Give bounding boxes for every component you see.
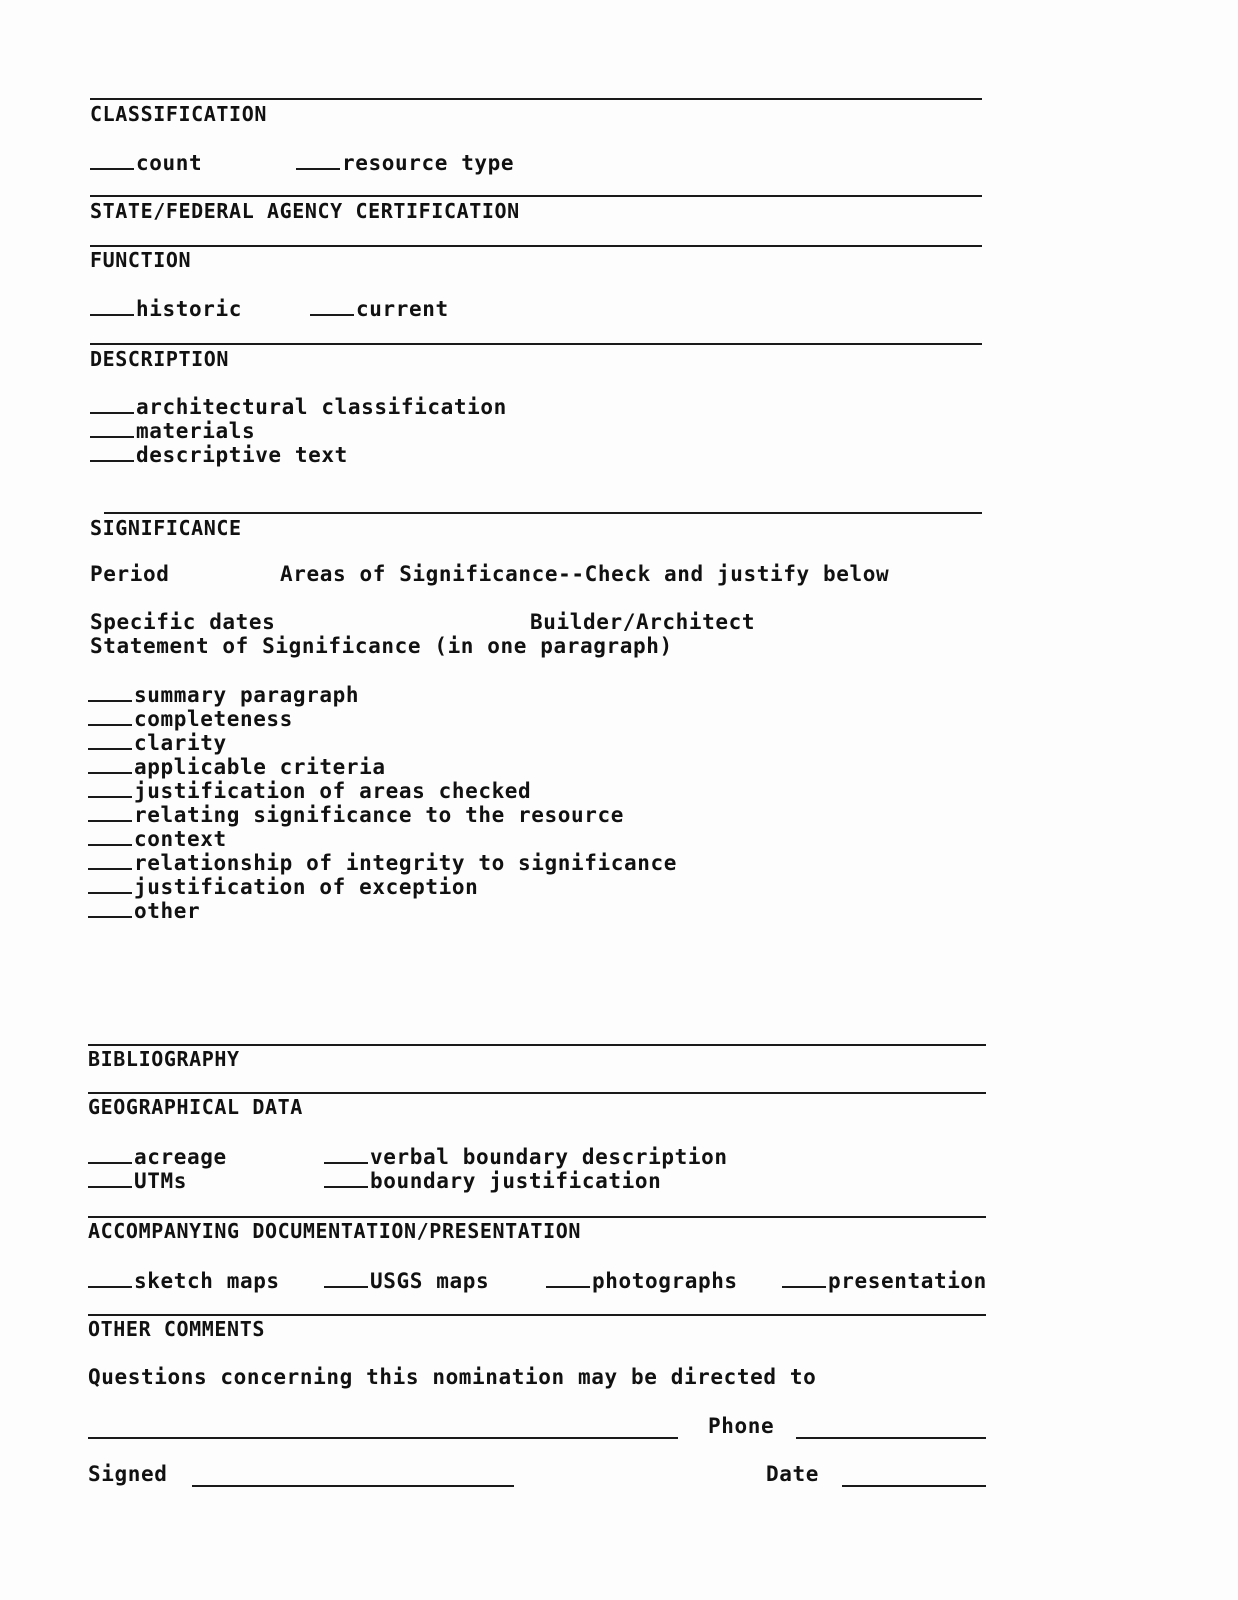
checklist-label: descriptive text <box>136 443 348 467</box>
checklist-item-clarity[interactable] <box>88 730 227 755</box>
checklist-item-utms[interactable] <box>88 1168 187 1193</box>
checkbox-blank[interactable] <box>88 1144 132 1164</box>
checkbox-blank[interactable] <box>546 1268 590 1288</box>
checklist-label: other <box>134 899 201 923</box>
checklist-item-presentation[interactable] <box>782 1268 987 1293</box>
checklist-label: justification of exception <box>134 875 479 899</box>
checklist-item-descriptive-text[interactable] <box>90 442 348 467</box>
checklist-label: resource type <box>342 151 515 175</box>
checklist-label: completeness <box>134 707 293 731</box>
checklist-item-context[interactable] <box>88 826 227 851</box>
questions-text: Questions concerning this nomination may be directed to <box>88 1365 817 1389</box>
checklist-item-other[interactable] <box>88 898 200 923</box>
checkbox-blank[interactable] <box>88 802 132 822</box>
checkbox-blank[interactable] <box>90 442 134 462</box>
checklist-item-verbal-boundary[interactable] <box>324 1144 728 1169</box>
section-rule <box>88 1044 986 1046</box>
checklist-label: verbal boundary description <box>370 1145 728 1169</box>
statement-of-significance-label: Statement of Significance (in one paragraph) <box>90 634 673 658</box>
checkbox-blank[interactable] <box>88 898 132 918</box>
checklist-item-boundary-justification[interactable] <box>324 1168 661 1193</box>
certification-heading: STATE/FEDERAL AGENCY CERTIFICATION <box>90 199 520 223</box>
checklist-label: relating significance to the resource <box>134 803 624 827</box>
section-rule <box>88 1092 986 1094</box>
other-comments-heading: OTHER COMMENTS <box>88 1317 265 1341</box>
checklist-item-justification-of-exception[interactable] <box>88 874 478 899</box>
checkbox-blank[interactable] <box>324 1168 368 1188</box>
checklist-item-completeness[interactable] <box>88 706 293 731</box>
section-rule <box>88 1216 986 1218</box>
checklist-item-justification-of-areas[interactable] <box>88 778 531 803</box>
checklist-label: acreage <box>134 1145 227 1169</box>
checklist-item-relationship-of-integrity[interactable] <box>88 850 677 875</box>
checklist-label: summary paragraph <box>134 683 360 707</box>
geographical-data-heading: GEOGRAPHICAL DATA <box>88 1095 303 1119</box>
checkbox-blank[interactable] <box>88 682 132 702</box>
checklist-item-architectural-classification[interactable] <box>90 394 507 419</box>
checklist-item-photographs[interactable] <box>546 1268 738 1293</box>
phone-label: Phone <box>708 1414 775 1438</box>
description-heading: DESCRIPTION <box>90 347 230 371</box>
checkbox-blank[interactable] <box>90 296 134 316</box>
function-heading: FUNCTION <box>90 248 192 272</box>
checklist-item-summary-paragraph[interactable] <box>88 682 359 707</box>
checklist-item-sketch-maps[interactable] <box>88 1268 280 1293</box>
checklist-label: sketch maps <box>134 1269 280 1293</box>
checkbox-blank[interactable] <box>88 730 132 750</box>
checkbox-blank[interactable] <box>310 296 354 316</box>
checklist-item-usgs-maps[interactable] <box>324 1268 489 1293</box>
date-field[interactable] <box>842 1485 986 1487</box>
checklist-label: photographs <box>592 1269 738 1293</box>
checkbox-blank[interactable] <box>88 778 132 798</box>
checklist-label: relationship of integrity to significance <box>134 851 677 875</box>
checklist-item-historic[interactable] <box>90 296 242 321</box>
checkbox-blank[interactable] <box>88 1268 132 1288</box>
checklist-item-materials[interactable] <box>90 418 255 443</box>
contact-name-field[interactable] <box>88 1437 678 1439</box>
areas-of-significance-label: Areas of Significance--Check and justify below <box>280 562 890 586</box>
checklist-label: materials <box>136 419 256 443</box>
section-rule <box>88 1314 986 1316</box>
checkbox-blank[interactable] <box>88 874 132 894</box>
checkbox-blank[interactable] <box>88 850 132 870</box>
signature-field[interactable] <box>192 1485 514 1487</box>
checkbox-blank[interactable] <box>324 1144 368 1164</box>
signed-label: Signed <box>88 1462 168 1486</box>
specific-dates-label: Specific dates <box>90 610 276 634</box>
checklist-item-applicable-criteria[interactable] <box>88 754 386 779</box>
checkbox-blank[interactable] <box>296 150 340 170</box>
significance-heading: SIGNIFICANCE <box>90 516 242 540</box>
section-rule <box>90 343 982 345</box>
checkbox-blank[interactable] <box>782 1268 826 1288</box>
checkbox-blank[interactable] <box>88 1168 132 1188</box>
checklist-label: applicable criteria <box>134 755 386 779</box>
checklist-item-acreage[interactable] <box>88 1144 227 1169</box>
checklist-label: context <box>134 827 227 851</box>
checklist-label: historic <box>136 297 242 321</box>
phone-field[interactable] <box>796 1437 986 1439</box>
section-rule <box>90 195 982 197</box>
checkbox-blank[interactable] <box>88 754 132 774</box>
checkbox-blank[interactable] <box>88 706 132 726</box>
checklist-label: UTMs <box>134 1169 187 1193</box>
checkbox-blank[interactable] <box>90 418 134 438</box>
checklist-label: presentation <box>828 1269 987 1293</box>
checklist-label: architectural classification <box>136 395 507 419</box>
checkbox-blank[interactable] <box>88 826 132 846</box>
checklist-label: count <box>136 151 203 175</box>
checklist-label: current <box>356 297 449 321</box>
checklist-item-count[interactable] <box>90 150 202 175</box>
section-rule <box>90 98 982 100</box>
checklist-label: boundary justification <box>370 1169 662 1193</box>
period-label: Period <box>90 562 170 586</box>
checklist-item-current[interactable] <box>310 296 449 321</box>
bibliography-heading: BIBLIOGRAPHY <box>88 1047 240 1071</box>
checklist-label: justification of areas checked <box>134 779 532 803</box>
checklist-label: USGS maps <box>370 1269 490 1293</box>
checklist-label: clarity <box>134 731 227 755</box>
checklist-item-relating-significance[interactable] <box>88 802 624 827</box>
date-label: Date <box>766 1462 819 1486</box>
builder-architect-label: Builder/Architect <box>530 610 756 634</box>
checkbox-blank[interactable] <box>324 1268 368 1288</box>
checklist-item-resource-type[interactable] <box>296 150 514 175</box>
classification-heading: CLASSIFICATION <box>90 102 267 126</box>
checkbox-blank[interactable] <box>90 150 134 170</box>
section-rule <box>104 512 982 514</box>
section-rule <box>90 245 982 247</box>
checkbox-blank[interactable] <box>90 394 134 414</box>
documentation-heading: ACCOMPANYING DOCUMENTATION/PRESENTATION <box>88 1219 581 1243</box>
